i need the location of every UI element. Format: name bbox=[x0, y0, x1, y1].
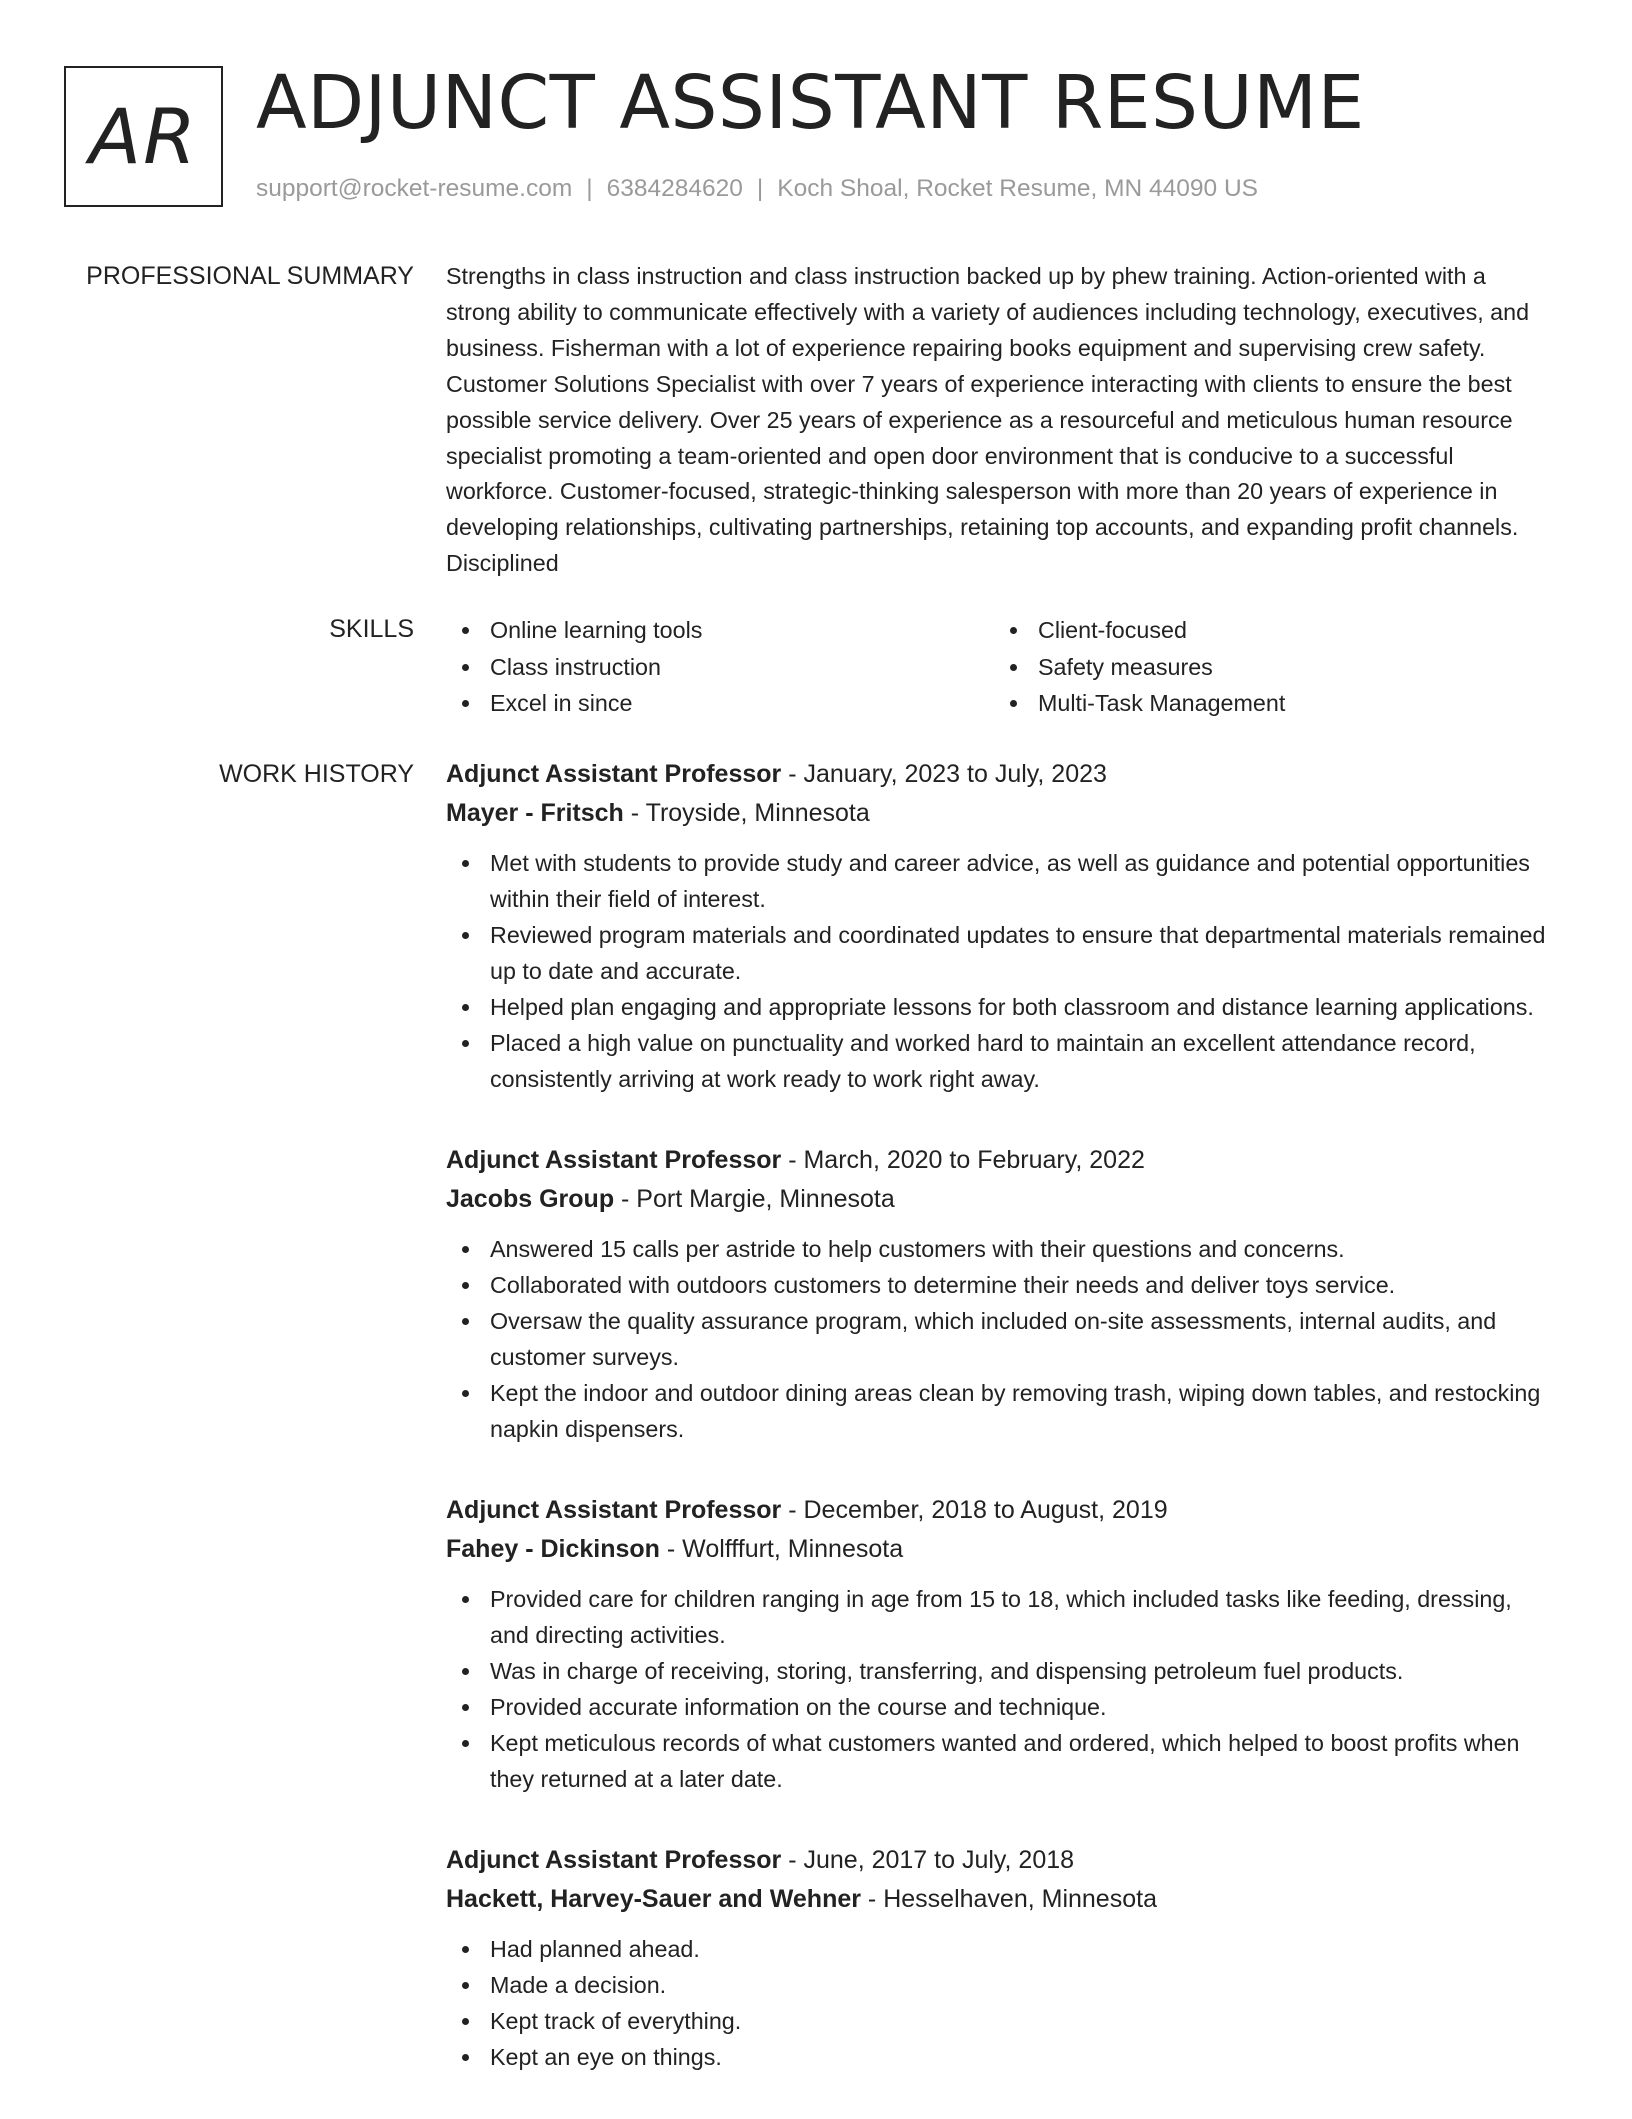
job-bullet-list bbox=[446, 845, 1556, 1097]
job-bullet: Helped plan engaging and appropriate lessons for both classroom and distance learning applications. bbox=[446, 989, 1556, 1025]
skill-item: Multi-Task Management bbox=[994, 685, 1542, 722]
contact-separator: | bbox=[586, 175, 593, 202]
job-entry bbox=[446, 1141, 1556, 1447]
job-dates: - June, 2017 to July, 2018 bbox=[781, 1846, 1075, 1874]
summary-text: Strengths in class instruction and class instruction backed up by phew training. Action-oriented with a strong ability to communicate effectively with a variety of audiences including technology, executives, and business. Fisherman with a lot of experience repairing books equipment and supervising crew safety. Customer Solutions Specialist with over 7 years of experience interacting with clients to ensure the best possible service delivery. Over 25 years of experience as a resourceful and meticulous human resource specialist promoting a team-oriented and open door environment that is conducive to a successful workforce. Customer-focused, strategic-thinking salesperson with more than 20 years of experience in developing relationships, cultivating partnerships, retaining top accounts, and expanding profit channels. Disciplined bbox=[446, 263, 1530, 577]
skill-item: Client-focused bbox=[994, 612, 1542, 649]
skill-item: Online learning tools bbox=[446, 612, 994, 649]
skill-item: Safety measures bbox=[994, 649, 1542, 686]
job-bullet-list bbox=[446, 1231, 1556, 1447]
monogram-box bbox=[64, 66, 223, 207]
contact-address: Koch Shoal, Rocket Resume, MN 44090 US bbox=[777, 175, 1258, 202]
job-bullet: Kept track of everything. bbox=[446, 2003, 1556, 2039]
job-title: Adjunct Assistant Professor bbox=[446, 760, 782, 788]
job-bullet: Answered 15 calls per astride to help customers with their questions and concerns. bbox=[446, 1231, 1556, 1267]
job-title-line bbox=[446, 1141, 1556, 1180]
job-bullet-list bbox=[446, 1931, 1556, 2075]
job-bullet: Collaborated with outdoors customers to determine their needs and deliver toys service. bbox=[446, 1267, 1556, 1303]
summary-label: PROFESSIONAL SUMMARY bbox=[86, 262, 414, 290]
job-dates: - January, 2023 to July, 2023 bbox=[781, 760, 1107, 788]
job-company-line bbox=[446, 1180, 1556, 1219]
summary-section bbox=[446, 259, 1556, 582]
contact-line bbox=[256, 172, 1258, 206]
job-bullet: Kept the indoor and outdoor dining areas clean by removing trash, wiping down tables, and restocking napkin dispensers. bbox=[446, 1375, 1556, 1447]
skill-item: Excel in since bbox=[446, 685, 994, 722]
contact-email[interactable]: support@rocket-resume.com bbox=[256, 175, 573, 202]
job-title: Adjunct Assistant Professor bbox=[446, 1146, 782, 1174]
job-title-line bbox=[446, 1491, 1556, 1530]
monogram-initials: AR bbox=[89, 92, 198, 181]
job-bullet: Reviewed program materials and coordinated updates to ensure that departmental materials remained up to date and accurate. bbox=[446, 917, 1556, 989]
resume-title: ADJUNCT ASSISTANT RESUME bbox=[256, 60, 1365, 146]
job-company-line bbox=[446, 1880, 1556, 1919]
job-company: Fahey - Dickinson bbox=[446, 1535, 660, 1563]
contact-phone[interactable]: 6384284620 bbox=[606, 175, 743, 202]
job-bullet: Provided care for children ranging in age from 15 to 18, which included tasks like feeding, dressing, and directing activities. bbox=[446, 1581, 1556, 1653]
job-dates: - March, 2020 to February, 2022 bbox=[781, 1146, 1145, 1174]
skills-list bbox=[446, 612, 1556, 722]
skills-label: SKILLS bbox=[329, 615, 414, 643]
job-company-line bbox=[446, 794, 1556, 833]
job-title-line bbox=[446, 755, 1556, 794]
job-entry bbox=[446, 1841, 1556, 2075]
job-bullet: Made a decision. bbox=[446, 1967, 1556, 2003]
job-company: Mayer - Fritsch bbox=[446, 799, 624, 827]
job-entry bbox=[446, 1491, 1556, 1797]
job-company-line bbox=[446, 1530, 1556, 1569]
job-bullet: Met with students to provide study and career advice, as well as guidance and potential opportunities within their field of interest. bbox=[446, 845, 1556, 917]
job-location: - Troyside, Minnesota bbox=[623, 799, 870, 827]
work-history-section bbox=[446, 755, 1556, 2119]
job-bullet: Oversaw the quality assurance program, which included on-site assessments, internal audits, and customer surveys. bbox=[446, 1303, 1556, 1375]
job-location: - Port Margie, Minnesota bbox=[614, 1185, 895, 1213]
job-bullet: Placed a high value on punctuality and worked hard to maintain an excellent attendance record, consistently arriving at work ready to work right away. bbox=[446, 1025, 1556, 1097]
job-bullet: Provided accurate information on the course and technique. bbox=[446, 1689, 1556, 1725]
job-title: Adjunct Assistant Professor bbox=[446, 1496, 782, 1524]
job-bullet: Kept meticulous records of what customers wanted and ordered, which helped to boost profits when they returned at a later date. bbox=[446, 1725, 1556, 1797]
job-bullet: Had planned ahead. bbox=[446, 1931, 1556, 1967]
job-dates: - December, 2018 to August, 2019 bbox=[781, 1496, 1168, 1524]
job-entry bbox=[446, 755, 1556, 1097]
job-location: - Wolfffurt, Minnesota bbox=[659, 1535, 904, 1563]
job-company: Jacobs Group bbox=[446, 1185, 615, 1213]
job-bullet: Was in charge of receiving, storing, transferring, and dispensing petroleum fuel products. bbox=[446, 1653, 1556, 1689]
job-company: Hackett, Harvey-Sauer and Wehner bbox=[446, 1885, 861, 1913]
contact-separator: | bbox=[756, 175, 764, 202]
job-bullet: Kept an eye on things. bbox=[446, 2039, 1556, 2075]
job-title: Adjunct Assistant Professor bbox=[446, 1846, 782, 1874]
job-bullet-list bbox=[446, 1581, 1556, 1797]
skill-item: Class instruction bbox=[446, 649, 994, 686]
work-history-label: WORK HISTORY bbox=[219, 760, 414, 788]
job-title-line bbox=[446, 1841, 1556, 1880]
skills-section bbox=[446, 612, 1556, 722]
job-location: - Hesselhaven, Minnesota bbox=[860, 1885, 1157, 1913]
